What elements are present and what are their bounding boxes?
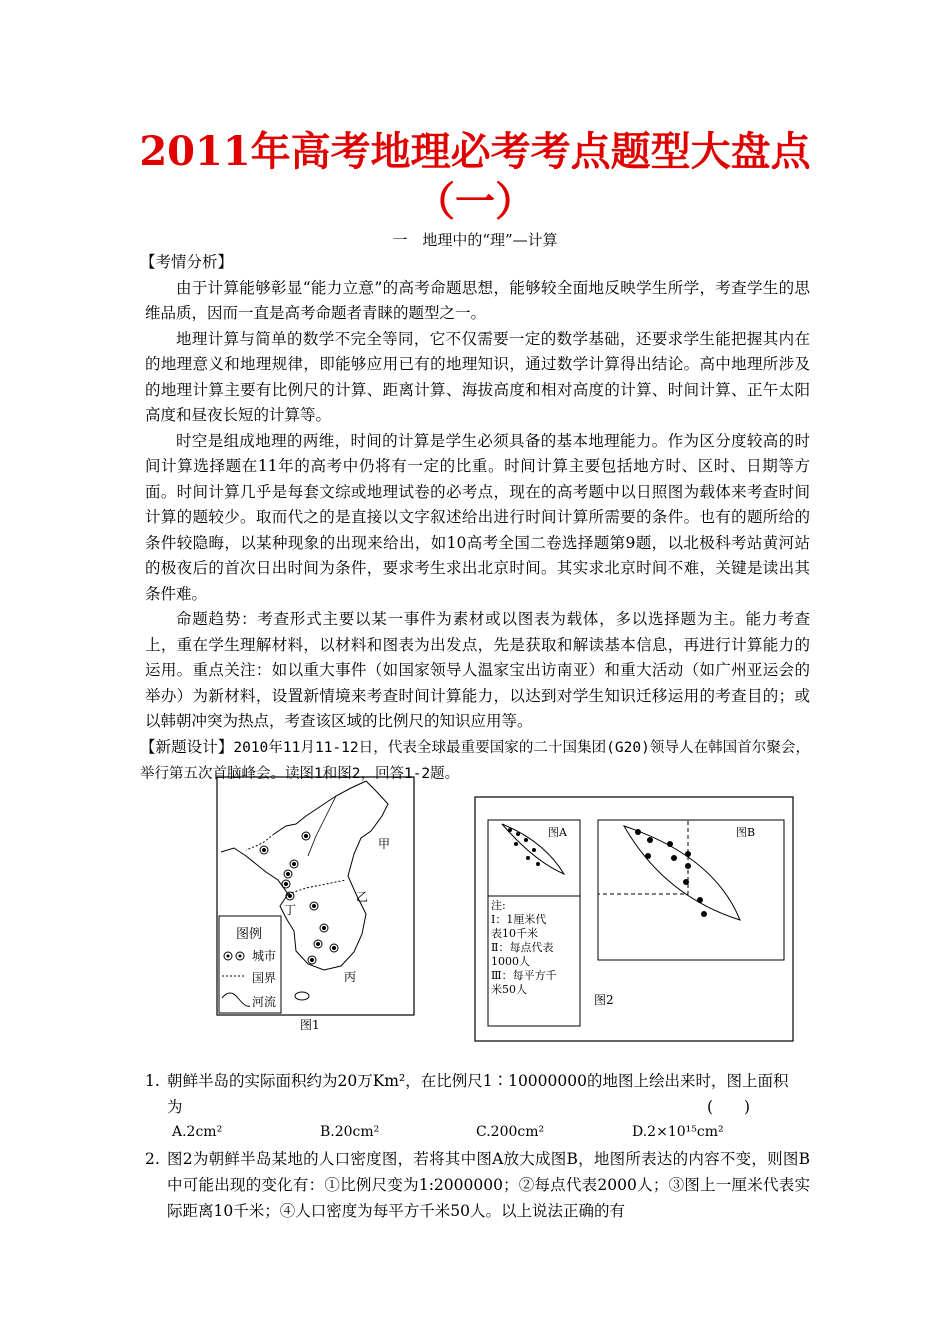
- population-dot: [532, 848, 536, 852]
- note-line: Ⅲ：每平方千: [491, 969, 557, 982]
- population-dot: [683, 879, 689, 885]
- option-c: C.200cm²: [476, 1124, 545, 1140]
- population-dot: [685, 863, 691, 869]
- population-dot: [508, 828, 512, 832]
- population-dot: [701, 911, 707, 917]
- population-dot: [526, 856, 530, 860]
- population-dot: [645, 853, 651, 859]
- figure1-map: [216, 776, 416, 1036]
- population-dot: [685, 851, 691, 857]
- answer-blank: ( ): [707, 1098, 751, 1116]
- label-jia: 甲: [378, 837, 391, 851]
- legend-river-label: 河流: [252, 995, 277, 1009]
- note-line: 注:: [491, 899, 506, 912]
- design-heading: 【新题设计】: [140, 737, 234, 756]
- city-dot: [293, 863, 296, 866]
- panel-b-frame: [598, 820, 784, 960]
- population-dot: [516, 832, 520, 836]
- island: [295, 992, 309, 1000]
- document-title-part: （一）: [415, 178, 535, 225]
- coastline-north: [274, 781, 366, 834]
- option-a: A.2cm²: [172, 1124, 223, 1140]
- border-line-dmz: [288, 880, 346, 894]
- border-line: [246, 834, 274, 850]
- question-text-cont: 为: [167, 1098, 183, 1116]
- note-line: Ⅱ：每点代表: [491, 941, 554, 954]
- population-dot: [671, 855, 677, 861]
- note-line: 1000人: [491, 955, 530, 968]
- question-number: 1.: [145, 1072, 160, 1090]
- document-title: 2011年高考地理必考考点题型大盘点: [139, 128, 811, 175]
- panel-b-region: [624, 826, 740, 920]
- city-dot: [285, 883, 288, 886]
- population-dot: [635, 829, 641, 835]
- legend-city-dot: [227, 955, 230, 958]
- label-yi: 乙: [356, 890, 369, 904]
- paragraph: 由于计算能够彰显“能力立意”的高考命题思想，能够较全面地反映学生所学，考查学生的思维品质，因而一直是高考命题者青睐的题型之一。: [145, 278, 810, 322]
- figure2-caption: 图2: [594, 993, 614, 1007]
- figure1-caption: 图1: [300, 1018, 320, 1032]
- question-text: 朝鲜半岛的实际面积约为20万Km²，在比例尺1∶10000000的地图上绘出来时，图上面积: [167, 1072, 789, 1090]
- option-d: D.2×10¹⁵cm²: [632, 1124, 724, 1140]
- question-number: 2.: [145, 1150, 160, 1168]
- note-line: Ⅰ：1厘米代: [491, 913, 547, 926]
- population-dot: [647, 837, 653, 843]
- question-text: 图2为朝鲜半岛某地的人口密度图，若将其中图A放大成图B，地图所表达的内容不变，则图B中可能出现的变化有：①比例尺变为1:2000000；②每点代表2000人；③图上一厘米代表实际距离10千米；④人口密度为每平方千米50人。以上说法正确的有: [167, 1150, 810, 1220]
- paragraph: 地理计算与简单的数学不完全等同，它不仅需要一定的数学基础，还要求学生能把握其内在的地理意义和地理规律，即能够应用已有的地理知识，通过数学计算得出结论。高中地理所涉及的地理计算主要有比例尺的计算、距离计算、海拔高度和相对高度的计算、时间计算、正午太阳高度和昼夜长短的计算等。: [145, 329, 810, 424]
- city-dot: [289, 895, 292, 898]
- city-dot: [333, 947, 336, 950]
- city-dot: [263, 849, 266, 852]
- legend-city-dot: [239, 955, 242, 958]
- city-dot: [287, 873, 290, 876]
- paragraph: 时空是组成地理的两维，时间的计算是学生必须具备的基本地理能力。作为区分度较高的时间计算选择题在11年的高考中仍将有一定的比重。时间计算主要包括地方时、区时、日期等方面。时间计算几乎是每套文综或地理试卷的必考点，现在的高考题中以日照图为载体来考查时间计算的题较少。取而代之的是直接以文字叙述给出进行时间计算所需要的条件。也有的题所给的条件较隐晦，以某种现象的出现来给出，如10高考全国二卷选择题第9题，以北极科考站黄河站的极夜后的首次日出时间为条件，要求考生求出北京时间。其实求北京时间不难，关键是读出其条件难。: [145, 431, 810, 603]
- population-dot: [514, 842, 518, 846]
- population-dot: [697, 897, 703, 903]
- option-b: B.20cm²: [320, 1124, 380, 1140]
- city-dot: [311, 959, 314, 962]
- legend-city-label: 城市: [252, 949, 277, 963]
- design-text: 2010年11月11-12日，代表全球最重要国家的二十国集团(G20)领导人在韩国首尔聚会，举行第五次首脑峰会。读图1和图2，回答1-2题。: [140, 739, 810, 782]
- legend-border-label: 国界: [252, 971, 277, 985]
- label-bing: 丙: [344, 970, 357, 984]
- section-title: 一 地理中的“理”—计算: [392, 231, 558, 249]
- figure2-density-map: [474, 796, 796, 1046]
- city-dot: [323, 927, 326, 930]
- paragraph: 命题趋势：考查形式主要以某一事件为素材或以图表为载体，多以选择题为主。能力考查上，重在学生理解材料，以材料和图表为出发点，先是获取和解读基本信息，再进行计算能力的运用。重点关注：如以重大事件（如国家领导人温家宝出访南亚）和重大活动（如广州亚运会的举办）为新材料，设置新情境来考查时间计算能力，以达到对学生知识迁移运用的考查目的；或以韩朝冲突为热点，考查该区域的比例尺的知识应用等。: [145, 610, 810, 730]
- population-dot: [536, 862, 540, 866]
- panel-a-label: 图A: [548, 826, 567, 839]
- city-dot: [305, 835, 308, 838]
- note-line: 表10千米: [491, 927, 538, 940]
- city-dot: [317, 943, 320, 946]
- analysis-section: [140, 250, 810, 788]
- panel-b-label: 图B: [736, 826, 756, 839]
- question-2: [145, 1146, 810, 1224]
- legend-title: 图例: [236, 927, 263, 942]
- city-dot: [313, 905, 316, 908]
- note-line: 米50人: [491, 983, 527, 996]
- population-dot: [524, 838, 528, 842]
- population-dot: [667, 841, 673, 847]
- question-1: [145, 1068, 810, 1120]
- analysis-heading: 【考情分析】: [140, 253, 234, 271]
- panel-b-dots: [635, 829, 707, 917]
- label-ding: 丁: [284, 903, 297, 917]
